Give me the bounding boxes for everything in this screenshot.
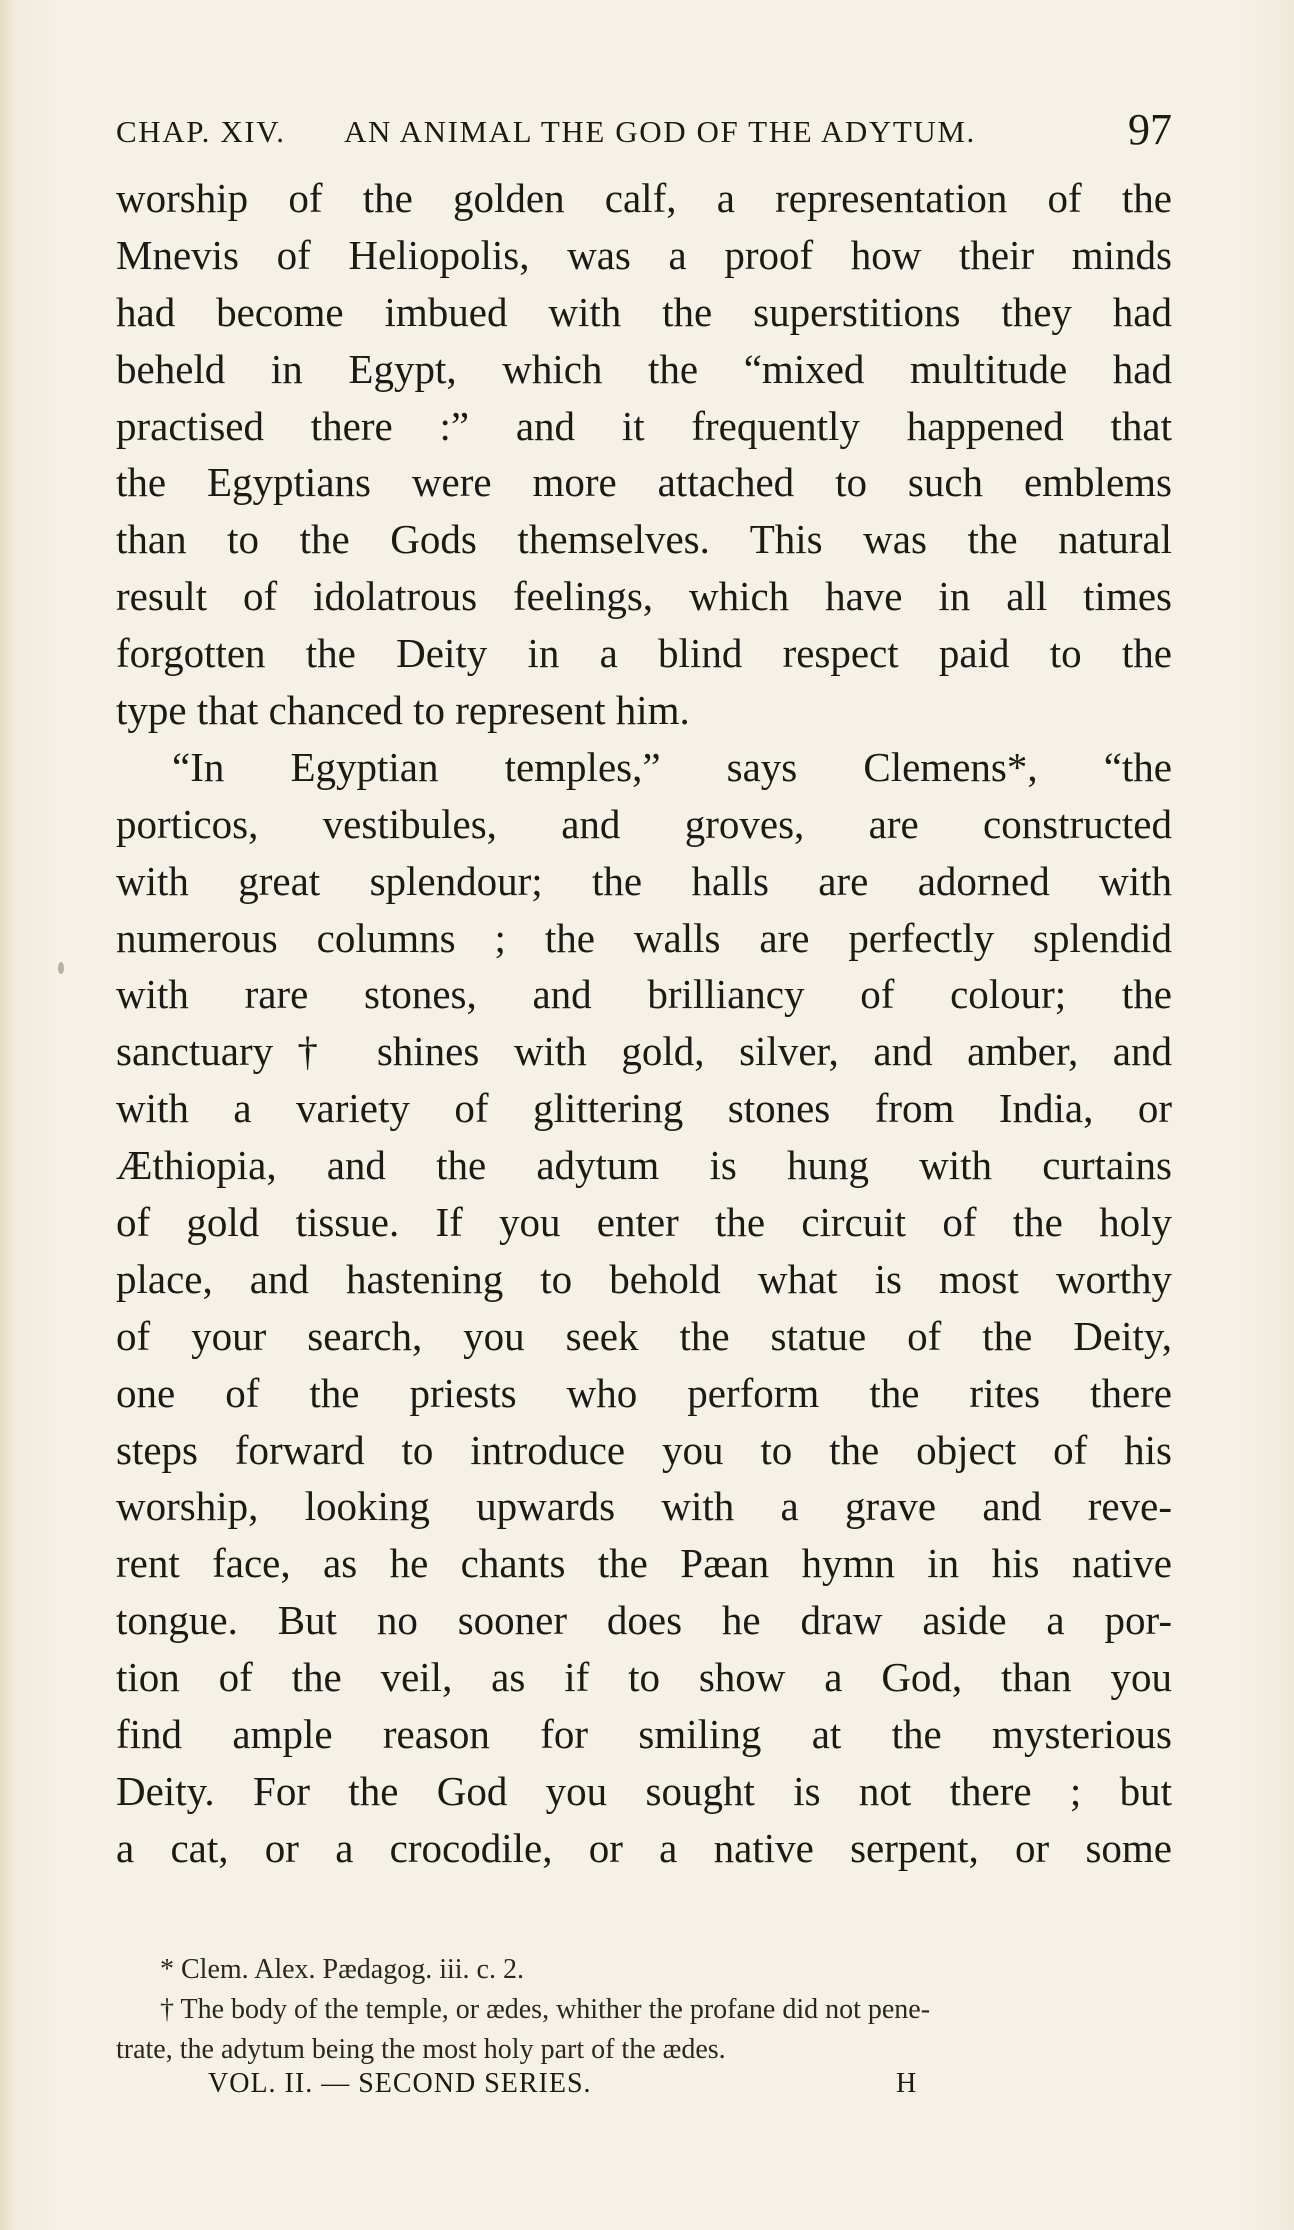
text-line: place, and hastening to behold what is most worthy [116, 1255, 1172, 1302]
running-title: AN ANIMAL THE GOD OF THE ADYTUM. [344, 114, 976, 149]
text-line: with great splendour; the halls are adorned with [116, 857, 1172, 904]
ink-speck [58, 962, 64, 974]
running-head [116, 104, 1172, 158]
text-line: tion of the veil, as if to show a God, than you [116, 1654, 1172, 1701]
footnote-asterisk: * Clem. Alex. Pædagog. iii. c. 2. [160, 1954, 524, 1985]
signature-line [116, 2068, 1172, 2108]
body-text [116, 170, 1172, 1877]
paragraph-end-line: type that chanced to represent him. [116, 687, 690, 734]
text-line: worship, looking upwards with a grave and reve- [116, 1483, 1172, 1530]
text-line: worship of the golden calf, a representation of the [116, 175, 1172, 221]
text-line: porticos, vestibules, and groves, are constructed [116, 800, 1172, 847]
text-line: with rare stones, and brilliancy of colour; the [116, 971, 1172, 1018]
text-line: had become imbued with the superstitions they had [116, 288, 1172, 335]
text-line: one of the priests who perform the rites there [116, 1369, 1172, 1416]
text-line: numerous columns ; the walls are perfectly splendid [116, 914, 1172, 961]
text-line: Deity. For the God you sought is not there ; but [116, 1767, 1172, 1814]
text-line: find ample reason for smiling at the mysterious [116, 1711, 1172, 1758]
text-line: sanctuary† shines with gold, silver, and amber, and [116, 1028, 1172, 1075]
text-line: tongue. But no sooner does he draw aside a por- [116, 1597, 1172, 1644]
text-line: of your search, you seek the statue of the Deity, [116, 1312, 1172, 1359]
text-line: with a variety of glittering stones from India, or [116, 1085, 1172, 1132]
footnotes [116, 1950, 1172, 2070]
text-line: result of idolatrous feelings, which have in all times [116, 573, 1172, 620]
text-line: Æthiopia, and the adytum is hung with curtains [116, 1142, 1172, 1189]
text-line: practised there :” and it frequently happened that [116, 402, 1172, 449]
text-line: a cat, or a crocodile, or a native serpent, or some [116, 1824, 1172, 1871]
page-number: 97 [1128, 105, 1172, 154]
text-line: Mnevis of Heliopolis, was a proof how their minds [116, 231, 1172, 278]
paragraph-start-line: “In Egyptian temples,” says Clemens*, “the [172, 743, 1172, 790]
text-line: forgotten the Deity in a blind respect paid to the [116, 630, 1172, 677]
text-line: of gold tissue. If you enter the circuit of the holy [116, 1199, 1172, 1246]
chapter-label: CHAP. XIV. [116, 114, 286, 149]
text-line: steps forward to introduce you to the object of his [116, 1426, 1172, 1473]
signature-mark: H [896, 2068, 918, 2099]
volume-label: VOL. II. — SECOND SERIES. [208, 2068, 592, 2099]
text-line: the Egyptians were more attached to such emblems [116, 459, 1172, 506]
text-line: than to the Gods themselves. This was the natural [116, 516, 1172, 563]
footnote-dagger: † The body of the temple, or ædes, whither the profane did not pene- [160, 1994, 931, 2025]
text-line: beheld in Egypt, which the “mixed multitude had [116, 345, 1172, 392]
text-line: rent face, as he chants the Pæan hymn in his native [116, 1540, 1172, 1587]
footnote-dagger-continued: trate, the adytum being the most holy part of the ædes. [116, 2034, 726, 2065]
